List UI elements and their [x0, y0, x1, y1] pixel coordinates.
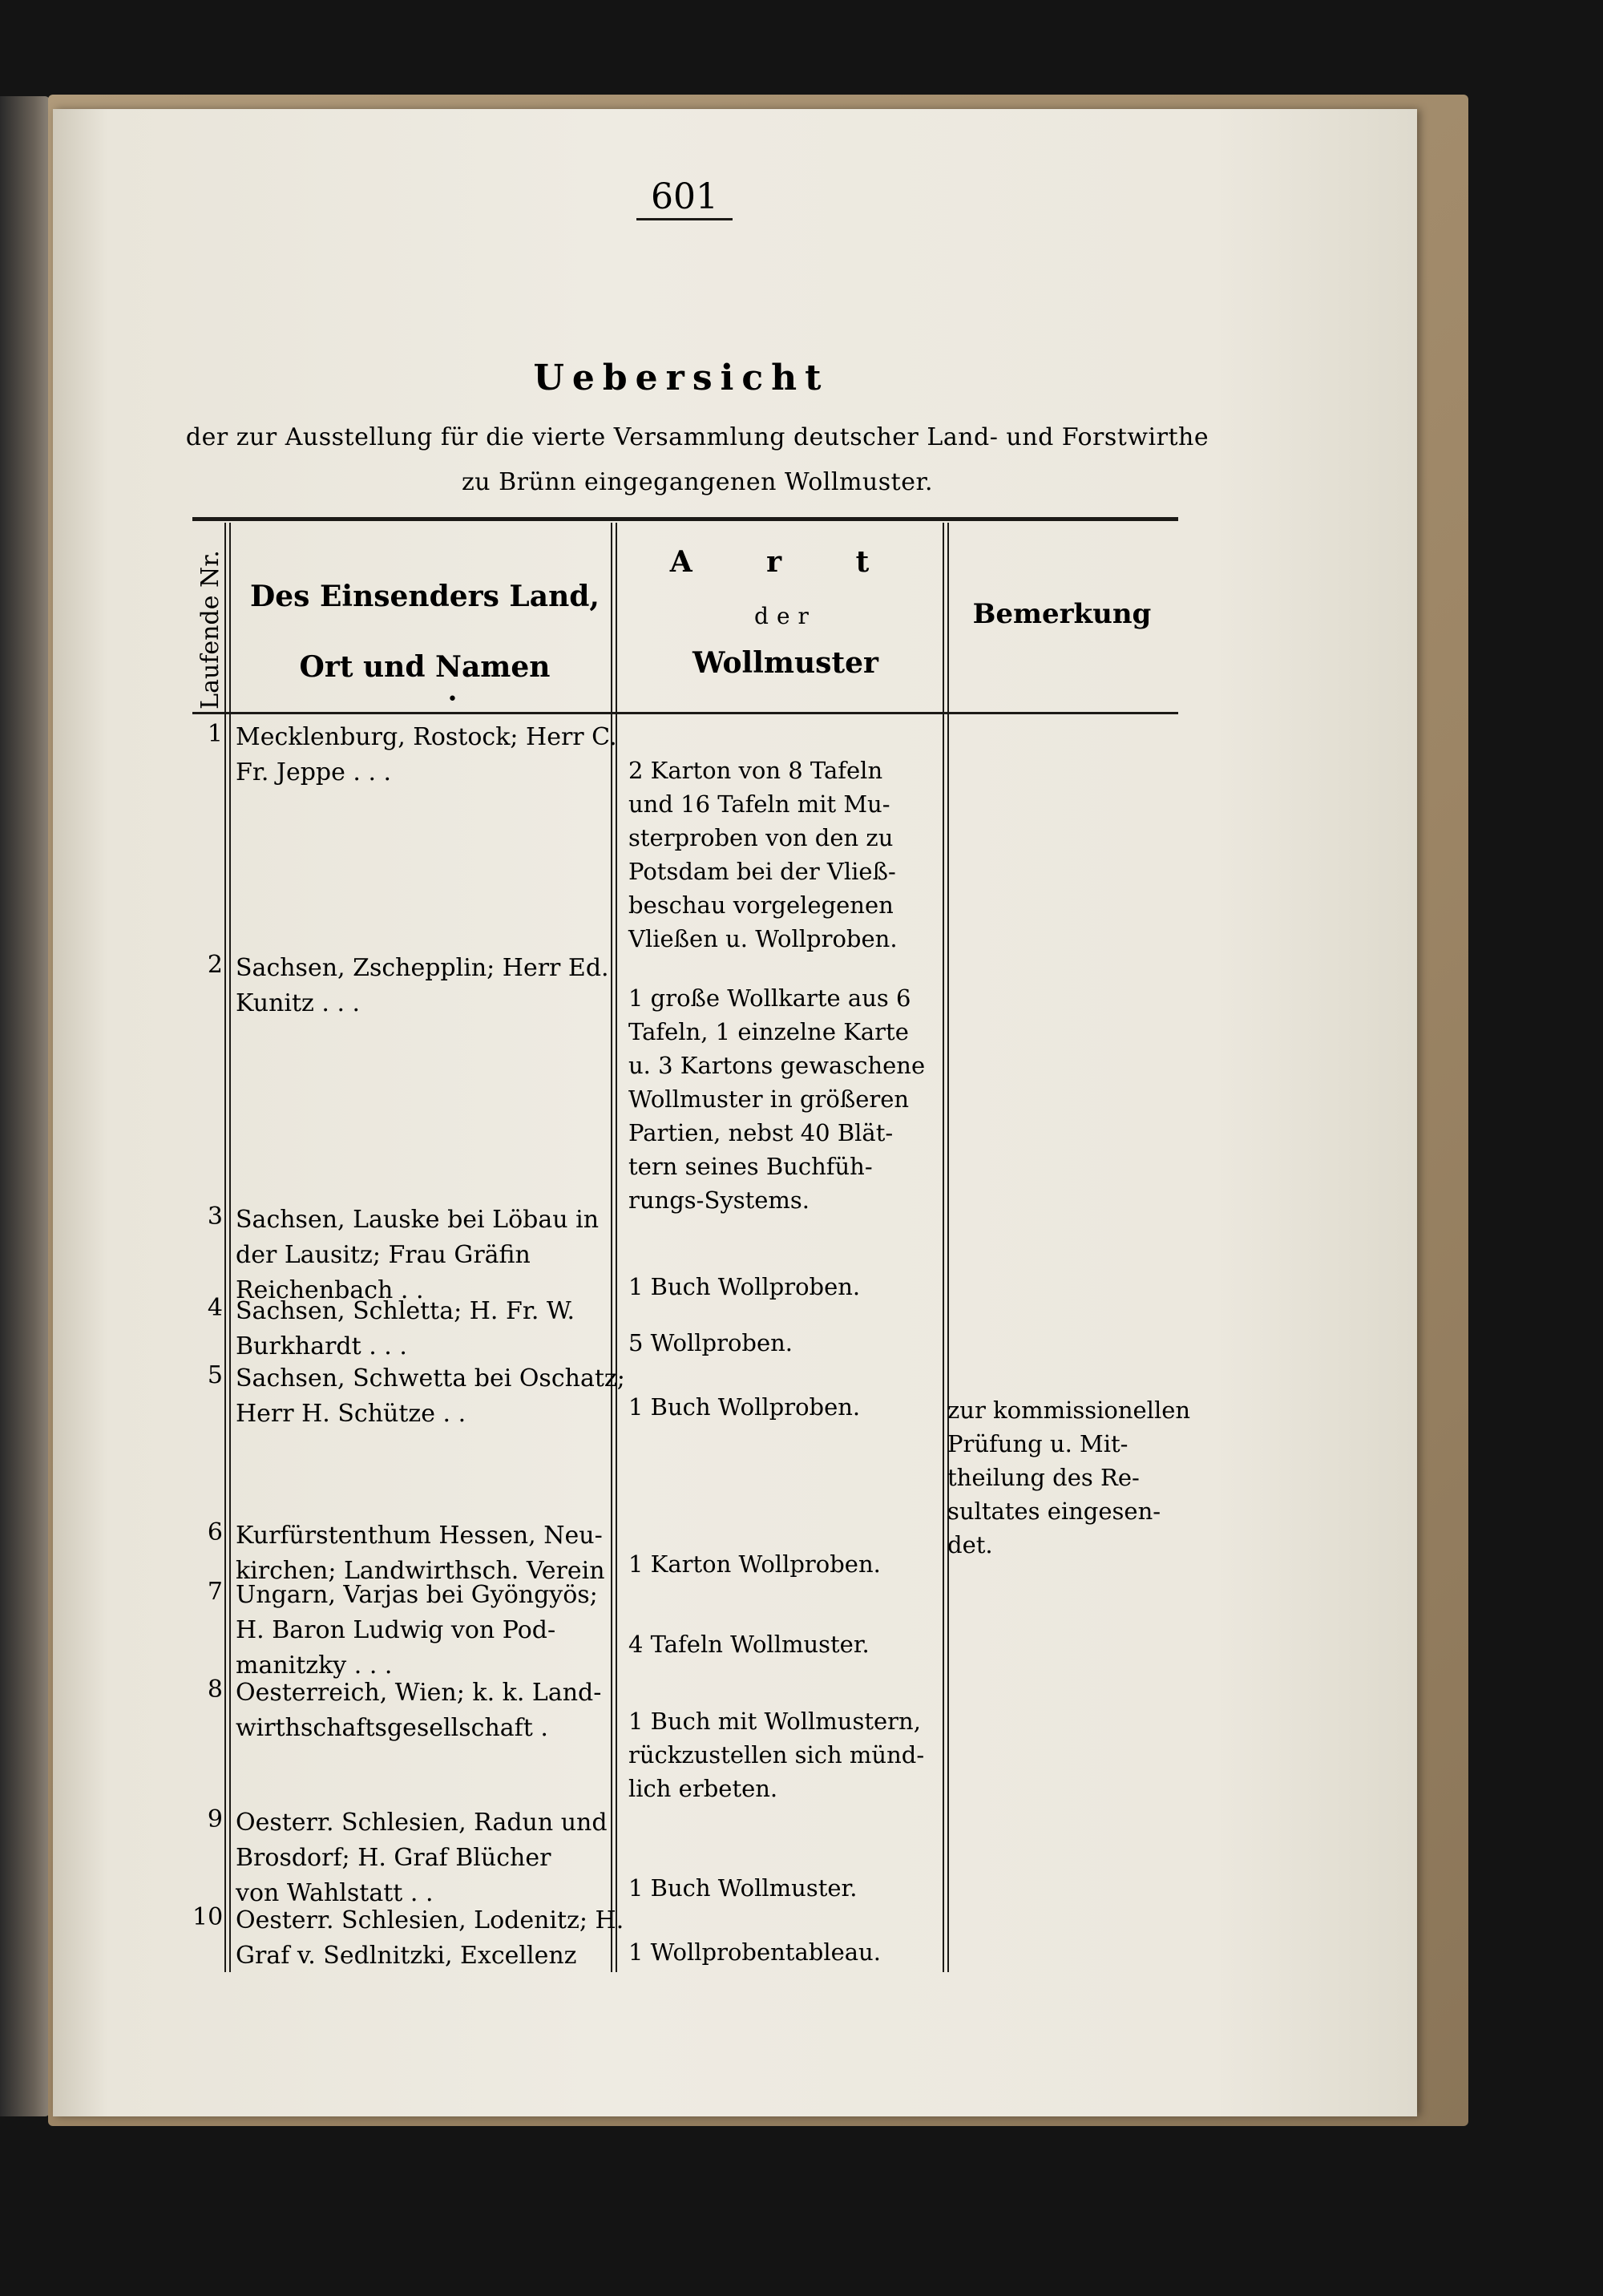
einsender-line: Oesterr. Schlesien, Radun und: [236, 1809, 608, 1837]
einsender-line: Sachsen, Zschepplin; Herr Ed.: [236, 954, 609, 982]
subtitle-line-2: zu Brünn eingegangenen Wollmuster.: [461, 468, 934, 496]
bemerkung-line: theilung des Re-: [947, 1464, 1140, 1491]
einsender-line: Brosdorf; H. Graf Blücher: [236, 1844, 551, 1872]
row-number: 7: [207, 1578, 223, 1606]
art-line: tern seines Buchfüh-: [628, 1153, 873, 1180]
einsender-line: Mecklenburg, Rostock; Herr C.: [236, 723, 617, 751]
row-art: [628, 1935, 949, 1969]
page-title: Uebersicht: [533, 358, 830, 398]
header-bemerkung: Bemerkung: [972, 598, 1152, 630]
bemerkung-line: zur kommissionellen: [947, 1397, 1191, 1424]
row-art: [628, 1627, 949, 1661]
einsender-line: der Lausitz; Frau Gräfin: [236, 1241, 531, 1269]
row-number: 5: [207, 1361, 223, 1389]
art-line: Tafeln, 1 einzelne Karte: [628, 1018, 909, 1045]
einsender-line: wirthschaftsgesellschaft .: [236, 1714, 548, 1742]
row-bemerkung: [947, 1393, 1191, 1562]
einsender-line: Reichenbach . .: [236, 1276, 424, 1304]
subtitle-line-1: der zur Ausstellung für die vierte Versammlung deutscher Land- und Forstwirthe: [185, 423, 1209, 451]
art-line: 1 Wollprobentableau.: [628, 1938, 881, 1966]
row-art: [628, 1871, 949, 1905]
einsender-line: Oesterr. Schlesien, Lodenitz; H.: [236, 1906, 624, 1934]
art-line: Vließen u. Wollproben.: [628, 925, 898, 952]
art-line: 5 Wollproben.: [628, 1329, 793, 1356]
art-line: lich erbeten.: [628, 1775, 778, 1802]
header-art-line-2: der: [754, 603, 817, 629]
einsender-line: manitzky . . .: [236, 1651, 393, 1680]
einsender-line: Sachsen, Schwetta bei Oschatz;: [236, 1364, 625, 1393]
row-art: [628, 1704, 949, 1805]
einsender-line: Oesterreich, Wien; k. k. Land-: [236, 1679, 602, 1707]
header-land: [240, 561, 609, 702]
header-art-line-3: Wollmuster: [692, 646, 878, 680]
bemerkung-line: sultates eingesen-: [947, 1498, 1161, 1525]
row-number: 10: [192, 1903, 224, 1931]
art-line: 2 Karton von 8 Tafeln: [628, 757, 883, 784]
row-number: 6: [207, 1518, 223, 1546]
row-number: 3: [207, 1203, 223, 1231]
einsender-line: Graf v. Sedlnitzki, Excellenz: [236, 1942, 577, 1970]
art-line: beschau vorgelegenen: [628, 891, 894, 919]
row-art: [628, 1326, 949, 1360]
einsender-line: Herr H. Schütze . .: [236, 1400, 466, 1428]
art-line: 1 Buch Wollproben.: [628, 1393, 861, 1421]
art-line: 4 Tafeln Wollmuster.: [628, 1631, 870, 1658]
header-art-line-1: A r t: [669, 545, 902, 579]
row-number: 1: [207, 720, 223, 748]
art-line: 1 Buch Wollmuster.: [628, 1874, 858, 1902]
table-top-rule: [192, 517, 1178, 521]
row-art: [628, 1547, 949, 1581]
row-number: 4: [207, 1294, 223, 1322]
art-line: Potsdam bei der Vließ-: [628, 858, 896, 885]
einsender-line: von Wahlstatt . .: [236, 1879, 434, 1907]
einsender-line: Burkhardt . . .: [236, 1332, 407, 1360]
einsender-line: Kurfürstenthum Hessen, Neu-: [236, 1522, 603, 1550]
art-line: Partien, nebst 40 Blät-: [628, 1119, 894, 1146]
column-divider-nr: [224, 523, 231, 1972]
header-land-line-1: Des Einsenders Land,: [250, 580, 600, 613]
bemerkung-line: det.: [947, 1531, 993, 1558]
header-land-line-2: Ort und Namen: [299, 650, 551, 684]
header-dot: •: [447, 689, 458, 709]
art-line: und 16 Tafeln mit Mu-: [628, 790, 890, 818]
einsender-line: H. Baron Ludwig von Pod-: [236, 1616, 556, 1644]
art-line: 1 Buch Wollproben.: [628, 1273, 861, 1300]
art-line: 1 Karton Wollproben.: [628, 1550, 881, 1578]
header-laufende-nr: [186, 545, 234, 713]
art-line: 1 große Wollkarte aus 6: [628, 984, 911, 1012]
row-number: 9: [207, 1805, 223, 1833]
row-number: 2: [207, 951, 223, 979]
art-line: Wollmuster in größeren: [628, 1085, 910, 1113]
einsender-line: Sachsen, Schletta; H. Fr. W.: [236, 1297, 575, 1325]
einsender-line: kirchen; Landwirthsch. Verein: [236, 1557, 605, 1585]
art-line: u. 3 Kartons gewaschene: [628, 1052, 926, 1079]
art-line: rückzustellen sich münd-: [628, 1741, 925, 1768]
einsender-line: Ungarn, Varjas bei Gyöngyös;: [236, 1581, 598, 1609]
left-page-edge: [0, 96, 50, 2116]
row-art: [628, 1390, 949, 1424]
row-art: [628, 981, 949, 1217]
table-header-rule: [192, 712, 1178, 714]
page-subtitle: [160, 415, 1234, 505]
art-line: sterproben von den zu: [628, 824, 894, 851]
page-number: 601: [636, 176, 733, 220]
art-line: 1 Buch mit Wollmustern,: [628, 1708, 921, 1735]
row-art: [628, 754, 949, 956]
einsender-line: Fr. Jeppe . . .: [236, 758, 392, 786]
header-laufende-nr-label: Laufende Nr.: [196, 549, 224, 709]
bemerkung-line: Prüfung u. Mit-: [947, 1430, 1129, 1457]
einsender-line: Kunitz . . .: [236, 989, 361, 1017]
art-line: rungs-Systems.: [628, 1186, 810, 1214]
einsender-line: Sachsen, Lauske bei Löbau in: [236, 1206, 600, 1234]
row-number: 8: [207, 1676, 223, 1704]
